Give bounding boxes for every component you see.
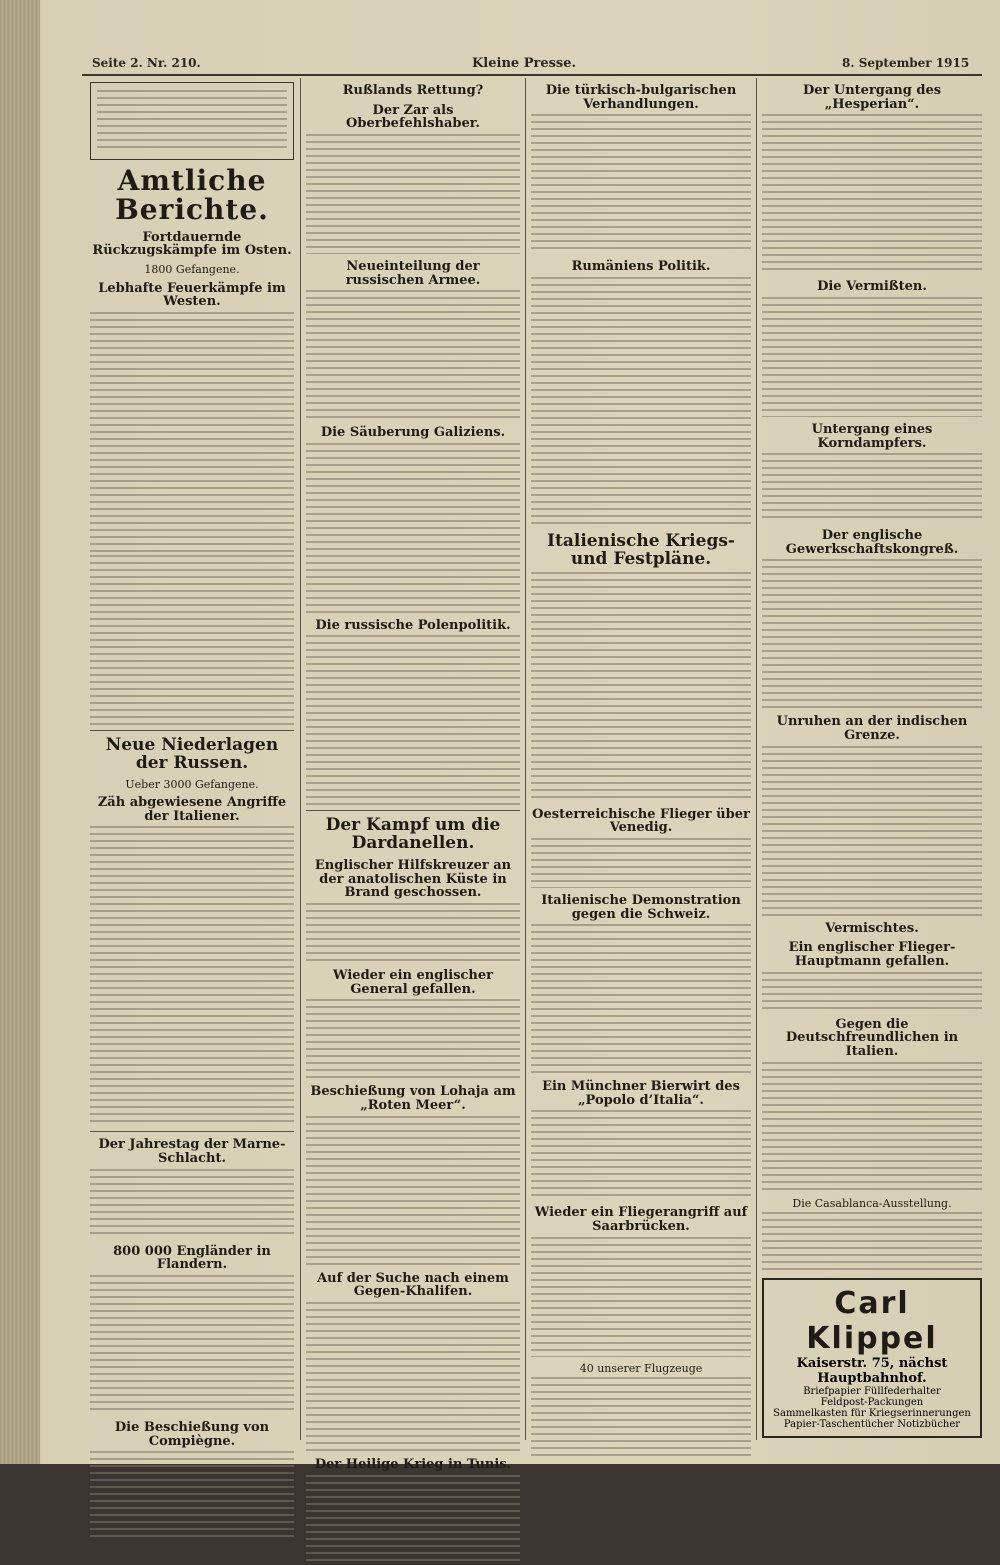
headline: Englischer Hilfskreuzer an der anatolischen Küste in Brand geschossen. (314, 858, 512, 901)
newspaper-sheet (42, 30, 990, 1472)
subheadline: Ueber 3000 Gefangene. (125, 777, 259, 791)
headline: Fortdauernde Rückzugskämpfe im Osten. (92, 229, 292, 259)
column-3 (531, 78, 751, 1440)
advert-line: Papier-Taschentücher Notizbücher (783, 1419, 961, 1431)
headline: Die türkisch-bulgarischen Verhandlungen. (545, 83, 737, 112)
issue-date: 8. September 1915 (842, 56, 970, 70)
advert-name: Carl Klippel (806, 1286, 938, 1357)
headline: Auf der Suche nach einem Gegen-Khalifen. (317, 1270, 509, 1300)
headline: Wieder ein englischer General gefallen. (333, 968, 493, 997)
headline: Neueinteilung der russischen Armee. (345, 258, 481, 288)
headline: Untergang eines Korndampfers. (811, 421, 933, 451)
column-2 (306, 78, 520, 1472)
headline: Italienische Kriegs- und Festpläne. (547, 530, 735, 569)
paper-name: Kleine Presse. (472, 56, 577, 71)
headline: Der Untergang des „Hesperian“. (802, 83, 942, 112)
headline: Zäh abgewiesene Angriffe der Italiener. (97, 795, 287, 824)
headline: Der Jahrestag der Marne-Schlacht. (98, 1137, 286, 1167)
headline: Neue Niederlagen der Russen. (105, 734, 279, 773)
advert-address: Kaiserstr. 75, nächst Hauptbahnhof. (796, 1356, 948, 1387)
subheadline: 40 unserer Flugzeuge (579, 1361, 703, 1375)
headline: Rußlands Rettung? (342, 83, 484, 98)
headline: Der Heilige Krieg in Tunis. (314, 1456, 512, 1472)
headline: Oesterreichische Flieger über Venedig. (532, 806, 750, 836)
masthead-rule (82, 74, 982, 76)
headline: Gegen die Deutschfreundlichen in Italien. (785, 1016, 959, 1059)
subheadline: 1800 Gefangene. (144, 263, 240, 277)
headline: Der Kampf um die Dardanellen. (325, 815, 501, 854)
page-number: Seite 2. Nr. 210. (92, 56, 201, 70)
headline: Der Zar als Oberbefehlshaber. (346, 102, 480, 132)
column-rule (525, 78, 526, 1440)
book-binding (0, 0, 40, 1464)
headline: Die Beschießung von Compiègne. (114, 1419, 270, 1449)
headline: Vermischtes. (825, 920, 919, 936)
headline: Die Säuberung Galiziens. (320, 425, 506, 441)
section-title: Amtliche Berichte. (115, 164, 269, 227)
advertisement (762, 1278, 982, 1438)
headline: Wieder ein Fliegerangriff auf Saarbrücken. (534, 1205, 748, 1235)
column-1 (90, 78, 294, 1449)
advert-line: Sammelkasten für Kriegserinnerungen (773, 1408, 971, 1420)
headline: 800 000 Engländer in Flandern. (113, 1243, 271, 1273)
headline: Die russische Polenpolitik. (315, 617, 511, 633)
headline: Ein Münchner Bierwirt des „Popolo d’Italia“. (542, 1079, 740, 1108)
headline: Rumäniens Politik. (571, 259, 711, 275)
headline: Beschießung von Lohaja am „Roten Meer“. (310, 1084, 516, 1114)
headline: Unruhen an der indischen Grenze. (776, 714, 968, 744)
headline: Lebhafte Feuerkämpfe im Westen. (98, 280, 286, 310)
subheadline: Die Casablanca-Ausstellung. (792, 1196, 952, 1210)
column-rule (756, 78, 757, 1440)
column-rule (300, 78, 301, 1440)
quote-box (90, 82, 294, 160)
headline: Italienische Demonstration gegen die Schweiz. (541, 892, 741, 922)
advert-line: Briefpapier Füllfederhalter (803, 1386, 941, 1398)
advert-line: Feldpost-Packungen (820, 1397, 924, 1409)
column-4 (762, 78, 982, 1440)
headline: Ein englischer Flieger-Hauptmann gefallen. (788, 940, 956, 970)
headline: Die Vermißten. (817, 279, 927, 295)
headline: Der englische Gewerkschaftskongreß. (785, 528, 959, 557)
